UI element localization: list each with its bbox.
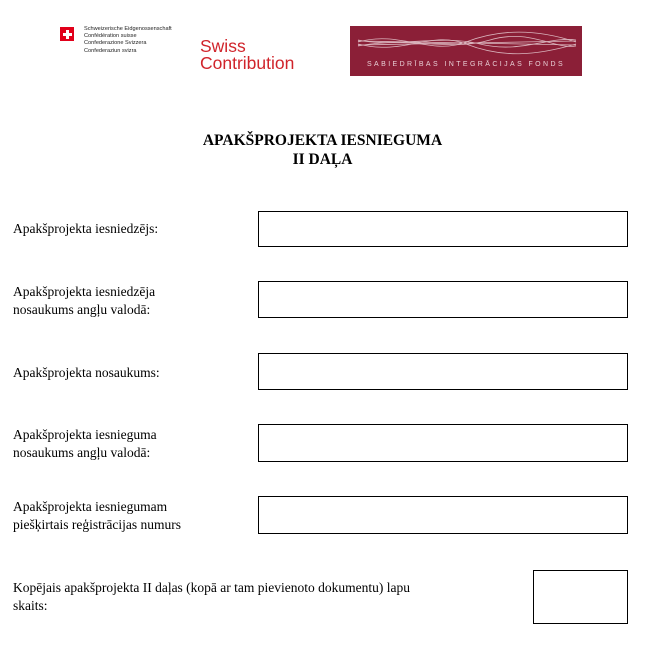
integration-fund-logo <box>350 26 582 76</box>
confederation-line: Schweizerische Eidgenossenschaft <box>84 26 172 32</box>
swiss-contribution-line: Swiss <box>200 36 246 56</box>
registration-number-field[interactable] <box>258 496 628 534</box>
application-english-name-field[interactable] <box>258 424 628 462</box>
confederation-line: Confédération suisse <box>84 33 137 40</box>
label-line: Apakšprojekta nosaukums: <box>13 365 160 380</box>
confederation-line: Confederazione Svizzera <box>84 40 147 47</box>
title-line: II DAĻA <box>292 151 353 168</box>
applicant-english-name-label <box>13 283 155 319</box>
subproject-name-label <box>13 364 160 382</box>
label-line: Kopējais apakšprojekta II daļas (kopā ar tam pievienoto dokumentu) lapu <box>13 580 410 595</box>
label-line: Apakšprojekta iesniedzēja <box>13 284 156 299</box>
swiss-contribution-logo <box>200 38 294 72</box>
applicant-field[interactable] <box>258 211 628 247</box>
application-english-name-label <box>13 426 157 462</box>
confederation-line: Confederaziun svizra <box>84 47 137 54</box>
page-count-label <box>13 579 513 615</box>
page-count-field[interactable] <box>533 570 628 624</box>
swiss-confederation-logo <box>60 26 172 55</box>
subproject-name-field[interactable] <box>258 353 628 390</box>
swiss-contribution-line: Contribution <box>200 53 295 73</box>
label-line: skaits: <box>13 598 48 613</box>
label-line: nosaukums angļu valodā: <box>13 445 151 460</box>
label-line: Apakšprojekta iesniegumam <box>13 499 168 514</box>
applicant-label <box>13 220 158 238</box>
label-line: Apakšprojekta iesnieguma <box>13 427 157 442</box>
label-line: piešķirtais reģistrācijas numurs <box>13 517 181 532</box>
swiss-cross-icon <box>60 27 74 41</box>
title-line: APAKŠPROJEKTA IESNIEGUMA <box>202 132 443 149</box>
label-line: Apakšprojekta iesniedzējs: <box>13 221 159 236</box>
confederation-names <box>84 26 172 55</box>
fund-name: SABIEDRĪBAS INTEGRĀCIJAS FONDS <box>366 61 566 68</box>
label-line: nosaukums angļu valodā: <box>13 302 151 317</box>
page-title <box>0 131 645 169</box>
applicant-english-name-field[interactable] <box>258 281 628 318</box>
registration-number-label <box>13 498 181 534</box>
fund-wave-graphic <box>350 26 582 76</box>
